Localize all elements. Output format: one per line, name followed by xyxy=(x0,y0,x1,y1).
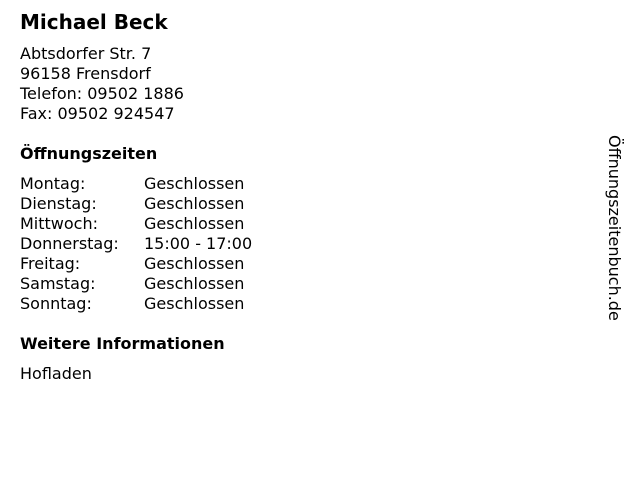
hours-row-thursday xyxy=(20,234,252,254)
day-label: Sonntag: xyxy=(20,294,92,313)
business-name: Michael Beck xyxy=(20,10,168,34)
day-label: Mittwoch: xyxy=(20,214,98,233)
hours-value: Geschlossen xyxy=(144,194,245,213)
opening-hours-title: Öffnungszeiten xyxy=(20,144,158,163)
brand-watermark: Öffnungszeitenbuch.de xyxy=(605,135,624,321)
day-label: Montag: xyxy=(20,174,86,193)
hours-row-saturday xyxy=(20,274,252,294)
day-label: Donnerstag: xyxy=(20,234,119,253)
business-card xyxy=(20,10,252,384)
hours-row-friday xyxy=(20,254,252,274)
hours-row-monday xyxy=(20,174,252,194)
more-info-title: Weitere Informationen xyxy=(20,334,225,353)
postal-city: 96158 Frensdorf xyxy=(20,64,151,83)
more-info-text: Hofladen xyxy=(20,364,92,383)
hours-value: 15:00 - 17:00 xyxy=(144,234,253,253)
hours-value: Geschlossen xyxy=(144,274,245,293)
hours-value: Geschlossen xyxy=(144,174,245,193)
phone-number: Telefon: 09502 1886 xyxy=(20,84,184,103)
hours-row-sunday xyxy=(20,294,252,314)
address-block xyxy=(20,44,252,124)
day-label: Samstag: xyxy=(20,274,96,293)
hours-value: Geschlossen xyxy=(144,294,245,313)
day-label: Freitag: xyxy=(20,254,81,273)
street-address: Abtsdorfer Str. 7 xyxy=(20,44,152,63)
day-label: Dienstag: xyxy=(20,194,97,213)
hours-row-tuesday xyxy=(20,194,252,214)
fax-number: Fax: 09502 924547 xyxy=(20,104,175,123)
opening-hours-table xyxy=(20,174,252,314)
hours-row-wednesday xyxy=(20,214,252,234)
hours-value: Geschlossen xyxy=(144,254,245,273)
hours-value: Geschlossen xyxy=(144,214,245,233)
